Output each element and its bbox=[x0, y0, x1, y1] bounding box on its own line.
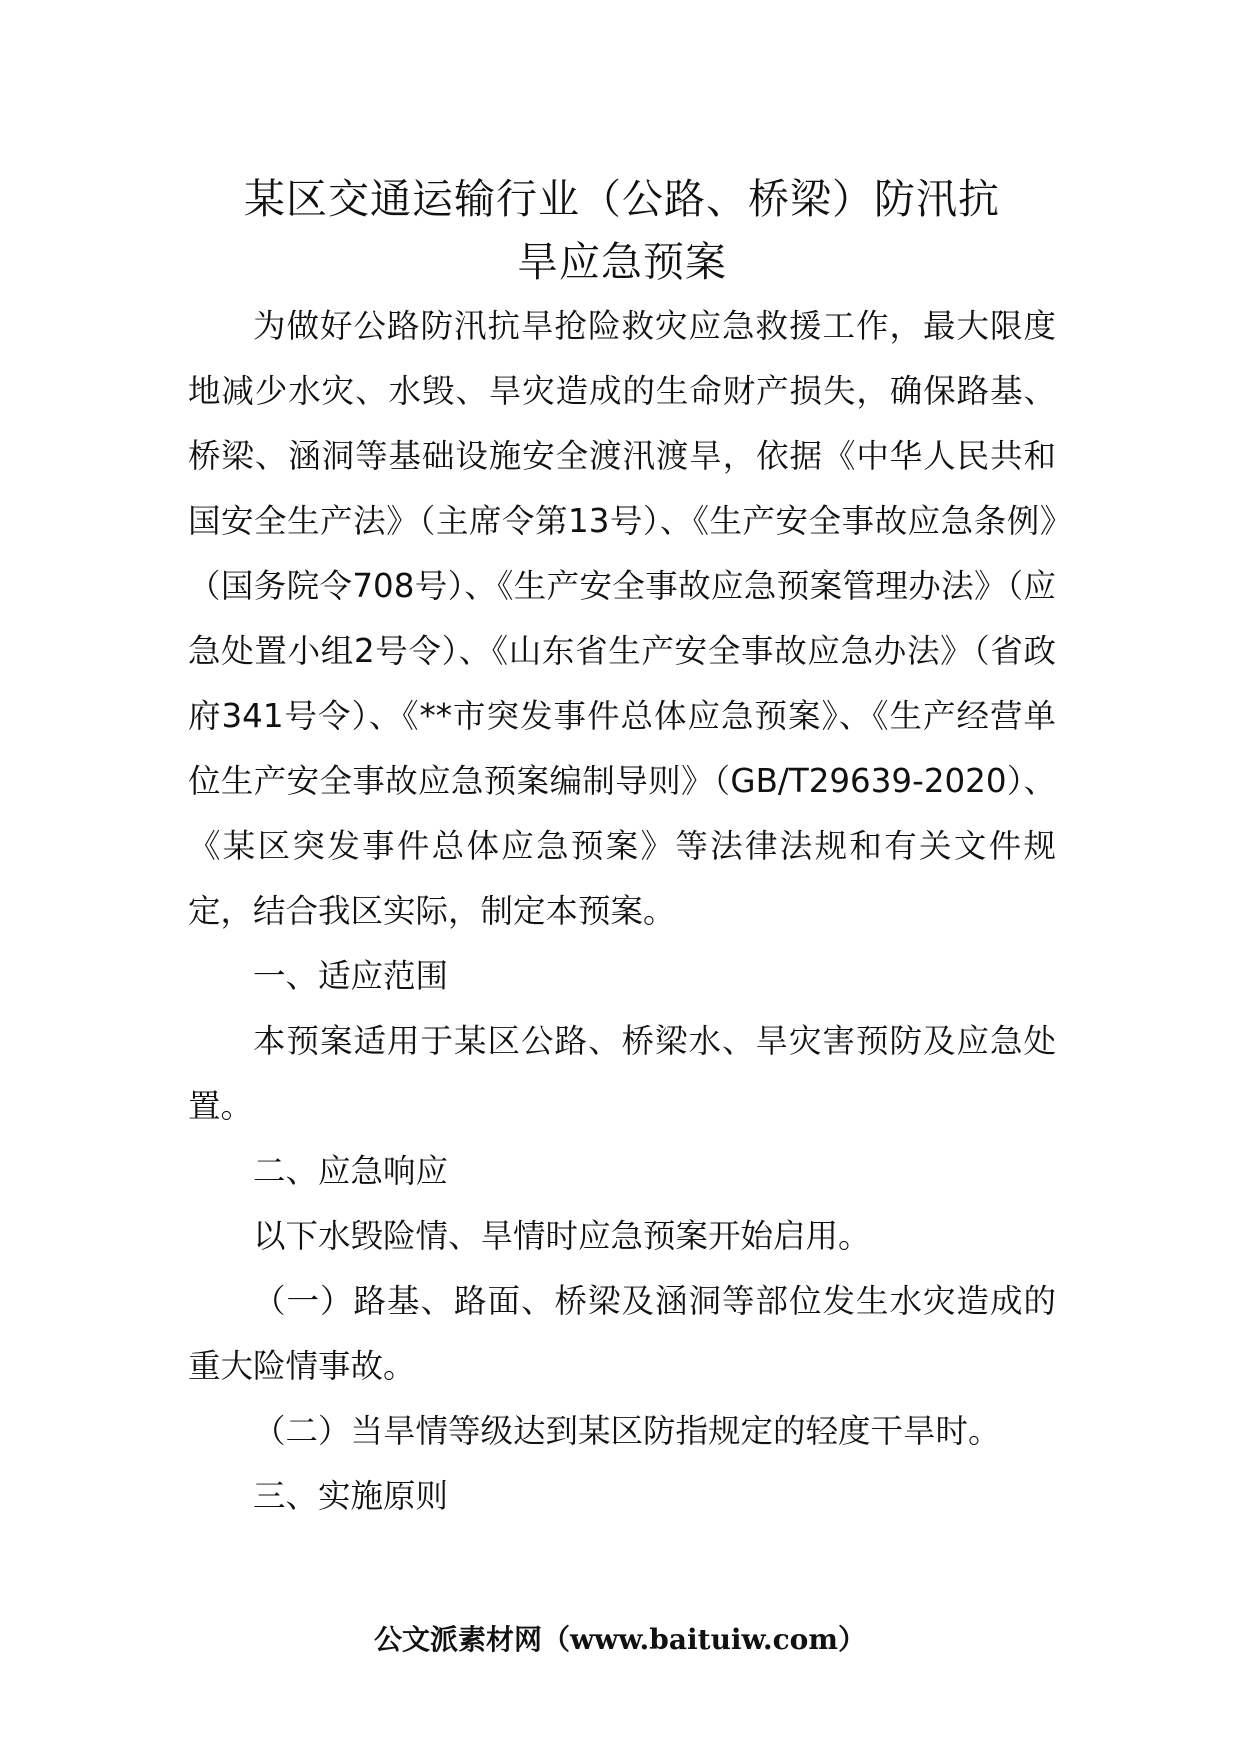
paragraph-intro: 为做好公路防汛抗旱抢险救灾应急救援工作，最大限度地减少水灾、水毁、旱灾造成的生命财产损失，确保路基、桥梁、涵洞等基础设施安全渡汛渡旱，依据《中华人民共和国安全生产法》（主席令第13号）、《生产安全事故应急条例》（国务院令708号）、《生产安全事故应急预案管理办法》（应急处置小组2号令）、《山东省生产安全事故应急办法》（省政府341号令）、《**市突发事件总体应急预案》、《生产经营单位生产安全事故应急预案编制导则》（GB/T29639-2020）、《某区突发事件总体应急预案》等法律法规和有关文件规定，结合我区实际，制定本预案。 bbox=[188, 307, 1056, 930]
section-heading-response: 二、应急响应 bbox=[253, 1152, 449, 1190]
title-line-1: 某区交通运输行业（公路、桥梁）防汛抗 bbox=[244, 175, 1000, 223]
footer-watermark-text: 公文派素材网（www.baituiw.com） bbox=[374, 1623, 866, 1656]
paragraph-scope: 本预案适用于某区公路、桥梁水、旱灾害预防及应急处置。 bbox=[188, 1022, 1056, 1125]
section-heading-principles: 三、实施原则 bbox=[253, 1477, 449, 1515]
title-line-2: 旱应急预案 bbox=[517, 238, 727, 286]
list-item-response-2: （二）当旱情等级达到某区防指规定的轻度干旱时。 bbox=[253, 1412, 1001, 1450]
document-title bbox=[188, 168, 1056, 294]
list-item-response-1: （一）路基、路面、桥梁及涵洞等部位发生水灾造成的重大险情事故。 bbox=[188, 1282, 1056, 1385]
section-heading-scope: 一、适应范围 bbox=[253, 957, 449, 995]
paragraph-response: 以下水毁险情、旱情时应急预案开始启用。 bbox=[253, 1217, 871, 1255]
document-page bbox=[188, 168, 1056, 1529]
